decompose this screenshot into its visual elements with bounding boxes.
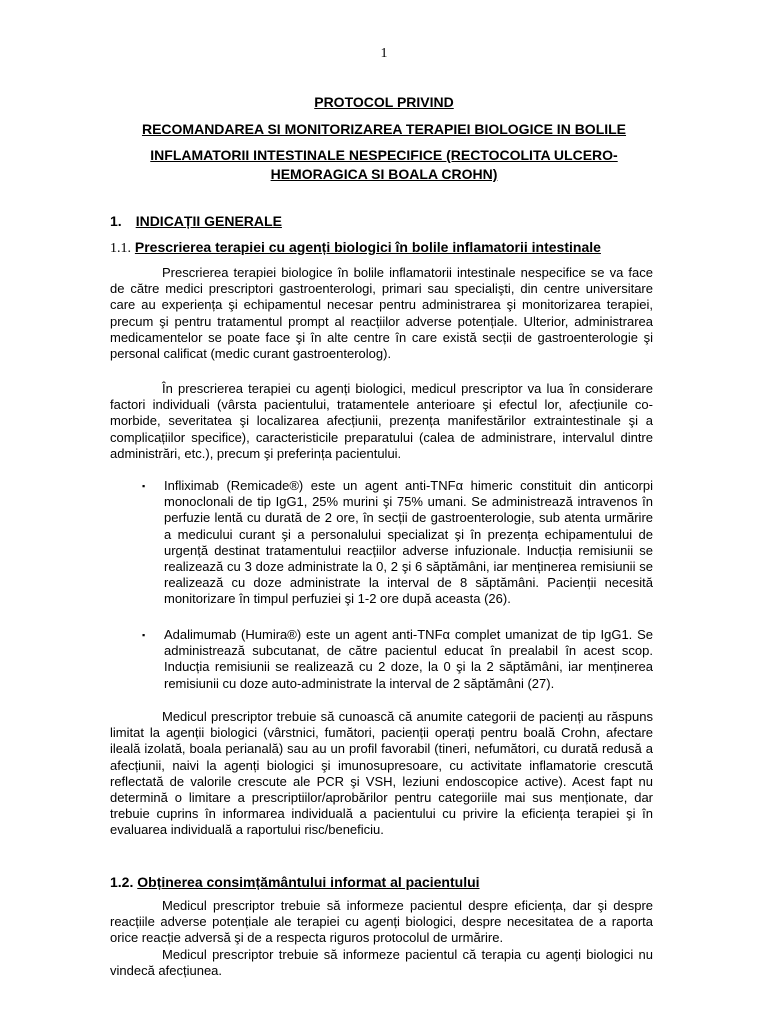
- bullet-square-icon: ▪: [142, 630, 146, 640]
- paragraph-4-text: Medicul prescriptor trebuie să informeze pacientul despre eficiența, dar şi despre reacțiile adverse potențiale ale terapiei cu agenți biologici, despre necesitatea de a raporta orice reacție adversă şi de a respecta riguros protocolul de urmărire.: [110, 898, 653, 946]
- section-1-1-number: 1.1.: [110, 241, 131, 256]
- paragraph-3: [110, 709, 653, 839]
- bullet-square-icon: ▪: [142, 481, 146, 491]
- bullet-item-infliximab-text: Infliximab (Remicade®) este un agent anti-TNFα himeric constituit din anticorpi monoclonali de tip IgG1, 25% murini şi 75% umani. Se administrează intravenos în perfuzie lentă cu durată de 2 ore, în secții de gastroenterologie, sub atenta urmărire a medicului curant şi a personalului specializat şi în prezența echipamentului de urgență destinat tratamentului reacțiilor adverse infuzionale. Inducția remisiunii se realizează cu 3 doze administrate la 0, 2 şi 6 săptămâni, iar menținerea remisiunii se realizează cu doze administrate la interval de 8 săptămâni. Pacienții necesită monitorizare în timpul perfuziei şi 1-2 ore după aceasta (26).: [164, 478, 653, 607]
- section-1-2-number: 1.2.: [110, 874, 134, 890]
- section-1-heading: [110, 213, 282, 229]
- paragraph-1-text: Prescrierea terapiei biologice în bolile inflamatorii intestinale nespecifice se va face de către medici prescriptori gastroenterologi, primari sau specialişti, din centre universitare care au experiența şi echipamentul necesar pentru administrarea şi monitorizarea terapiei, precum şi pentru tratamentul prompt al reacțiilor adverse potențiale. Ulterior, administrarea medicamentelor se poate face şi în alte centre în care există secții de gastroenterologie şi personal calificat (medic curant gastroenterolog).: [110, 265, 653, 362]
- section-1-1-heading: [110, 239, 601, 257]
- paragraph-2: [110, 381, 653, 462]
- section-1-title: INDICAȚII GENERALE: [135, 213, 282, 229]
- section-1-2-title: Obținerea consimțământului informat al pacientului: [137, 874, 480, 890]
- bullet-item-adalimumab-text: Adalimumab (Humira®) este un agent anti-TNFα complet umanizat de tip IgG1. Se administrează subcutanat, de către pacientul educat în prealabil în acest scop. Inducția remisiunii se realizează cu 2 doze, la 0 şi la 2 săptămâni, iar menținerea remisiunii cu doze auto-administrate la interval de 2 săptămâni (27).: [164, 627, 653, 691]
- page-number: 1: [380, 46, 388, 61]
- doc-title-line-1: PROTOCOL PRIVIND: [314, 94, 454, 110]
- paragraph-1: [110, 265, 653, 362]
- section-1-1-title: Prescrierea terapiei cu agenți biologici în bolile inflamatorii intestinale: [134, 239, 601, 255]
- paragraph-2-text: În prescrierea terapiei cu agenți biologici, medicul prescriptor va lua în considerare factori individuali (vârsta pacientului, tratamentele anterioare şi efectul lor, afecțiunile co-morbide, severitatea şi localizarea afecțiunii, prezența manifestărilor extraintestinale şi a complicațiilor specifice), caracteristicile preparatului (calea de administrare, intervalul dintre administrări, etc.), precum şi preferința pacientului.: [110, 381, 653, 461]
- doc-title-line-4: HEMORAGICA SI BOALA CROHN): [270, 166, 498, 182]
- section-1-2-heading: [110, 874, 480, 890]
- paragraph-4: [110, 898, 653, 947]
- paragraph-5: [110, 947, 653, 979]
- doc-title-line-3: INFLAMATORII INTESTINALE NESPECIFICE (RECTOCOLITA ULCERO-: [150, 147, 618, 163]
- paragraph-5-text: Medicul prescriptor trebuie să informeze pacientul că terapia cu agenți biologici nu vindecă afecțiunea.: [110, 947, 653, 979]
- paragraph-3-text: Medicul prescriptor trebuie să cunoască că anumite categorii de pacienți au răspuns limitat la agenții biologici (vârstnici, fumători, pacienții operați pentru boală Crohn, afectare ileală izolată, boala perianală) sau au un profil favorabil (tineri, nefumători, cu durată redusă a afecțiunii, naivi la agenți biologici şi imunosupresoare, cu activitate inflamatorie crescută reflectată de valorile crescute ale PCR şi VSH, leziuni endoscopice active). Acest fapt nu determină o limitare a prescriptiilor/aprobărilor pentru categoriile mai sus menționate, dar trebuie cuprins în informarea individuală a pacientului cu privire la eficiența terapiei şi în evaluarea individuală a raportului risc/beneficiu.: [110, 709, 653, 838]
- doc-title-line-2: RECOMANDAREA SI MONITORIZAREA TERAPIEI BIOLOGICE IN BOLILE: [141, 121, 627, 137]
- section-1-number: 1.: [110, 213, 122, 229]
